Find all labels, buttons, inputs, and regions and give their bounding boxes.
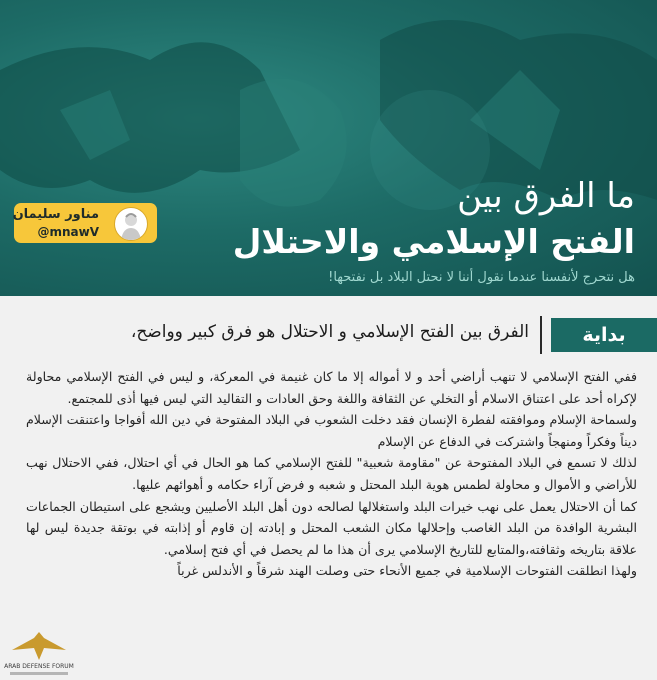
paragraph-5: ولهذا انطلقت الفتوحات الإسلامية في جميع الأنحاء حتى وصلت الهند شرقاً و الأندلس غرباً	[177, 563, 637, 579]
lead-sentence: الفرق بين الفتح الإسلامي و الاحتلال هو فرق كبير وواضح،	[130, 322, 529, 342]
hero-banner	[0, 0, 657, 296]
paragraph-2: ولسماحة الإسلام وموافقته لفطرة الإنسان فقد دخلت الشعوب في البلاد المفتوحة في دين الله أفواجا واعتنقت الإسلام ديناً وفكراً ومنهجاً واشتركت في الدفاع عن الإسلام	[26, 412, 637, 449]
title-line-1: ما الفرق بين	[457, 176, 635, 216]
title-line-2: الفتح الإسلامي والاحتلال	[232, 222, 635, 261]
paragraph-4: كما أن الاحتلال يعمل على نهب خيرات البلد واستغلالها لصالحه دون أهل البلد الأصليين ويشجع على استيطان الجماعات البشرية الوافدة من البلد الغاصب وإحلالها مكان الشعب المحتل و إبادته إن قاوم أو إذابته في بوتقة جديدة ليس لها علاقة بتاريخه وثقافته،والمتابع للتاريخ الإسلامي يرى أن هذا ما لم يحصل في أي فتح إسلامي.	[26, 498, 637, 557]
paragraph-3: لذلك لا تسمع في البلاد المفتوحة عن "مقاومة شعبية" للفتح الإسلامي كما هو الحال في أي احتلال، ففي الاحتلال نهب للأراضي و الأموال و محاولة لطمس هوية البلد المحتل و شعبه و فرض آراء حكامه و أهوائهم عليها.	[26, 455, 637, 492]
subtitle: هل نتحرج لأنفسنا عندما نقول أننا لا نحتل البلاد بل نفتحها!	[328, 270, 635, 285]
forum-emblem-icon	[4, 630, 74, 680]
forum-emblem-text: ARAB DEFENSE FORUM	[4, 663, 74, 670]
author-handle[interactable]: @mnawV	[37, 225, 99, 239]
author-card[interactable]	[14, 203, 157, 243]
author-avatar-icon	[114, 207, 148, 241]
paragraph-1: ففي الفتح الإسلامي لا تنهب أراضي أحد و لا أمواله إلا ما كان غنيمة في المعركة، و ليس في الفتح الإسلامي محاولة لإكراه أحد على اعتناق الاسلام أو التخلي عن الثقافة واللغة وحق العادات و التقاليد التي ليس فيها أذى للمجتمع.	[26, 369, 637, 406]
author-name: مناور سليمان	[12, 207, 99, 222]
section-tag: بداية	[551, 318, 657, 352]
article-body	[26, 366, 637, 582]
tag-divider	[540, 316, 542, 354]
